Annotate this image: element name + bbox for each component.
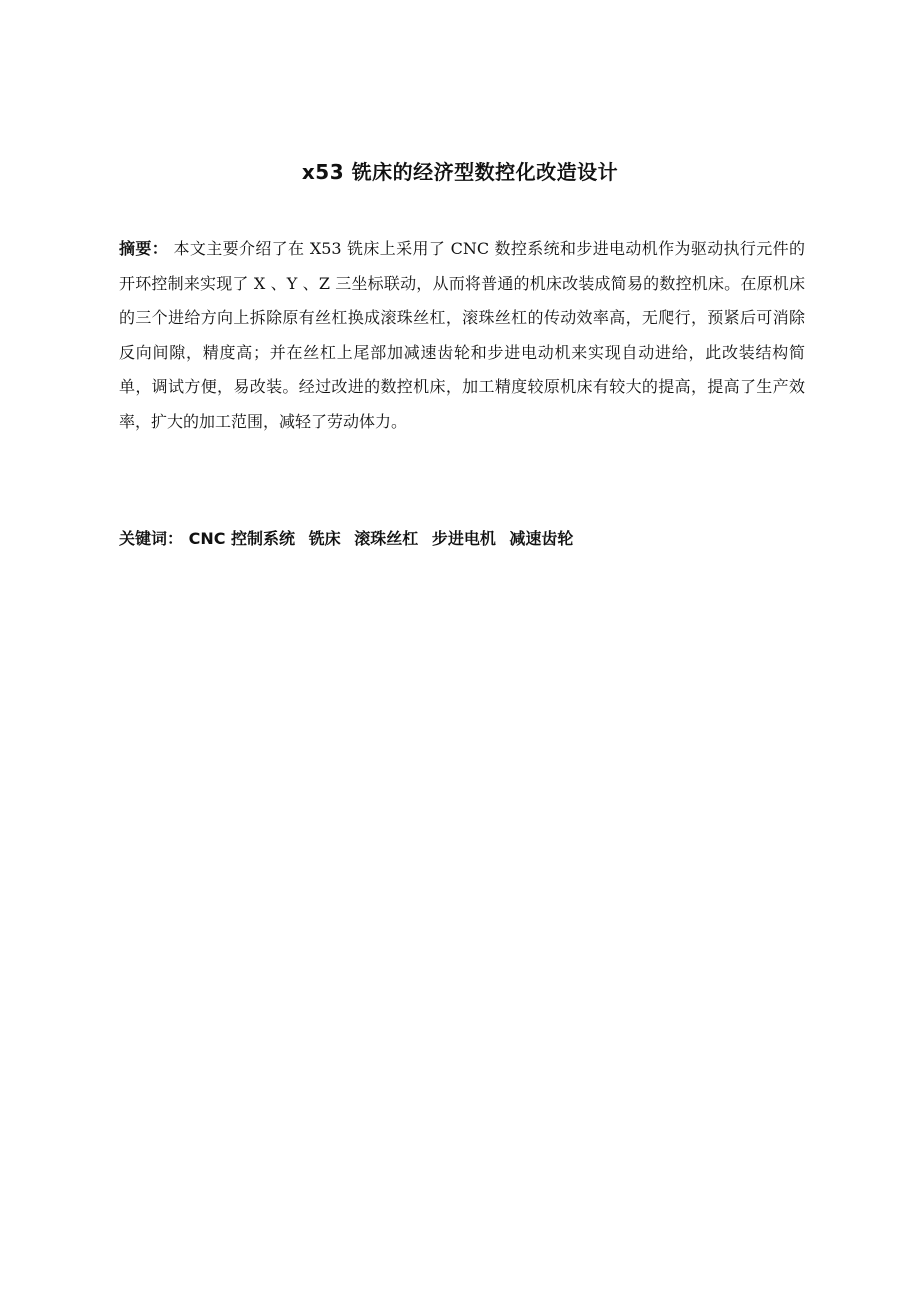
keyword-item: 步进电机 [431, 529, 496, 548]
document-title: x53 铣床的经济型数控化改造设计 [301, 160, 619, 184]
keywords-line [119, 522, 805, 556]
abstract-label: 摘要： [119, 239, 169, 258]
keyword-item: 滚珠丝杠 [354, 529, 419, 548]
abstract-text: 本文主要介绍了在 X53 铣床上采用了 CNC 数控系统和步进电动机作为驱动执行元件的开环控制来实现了 X 、Y 、Z 三坐标联动，从而将普通的机床改装成简易的数控机床。在原机床的三个进给方向上拆除原有丝杠换成滚珠丝杠，滚珠丝杠的传动效率高，无爬行，预紧后可消除反向间隙，精度高；并在丝杠上尾部加减速齿轮和步进电动机来实现自动进给，此改装结构简单，调试方便，易改装。经过改进的数控机床，加工精度较原机床有较大的提高，提高了生产效率，扩大的加工范围，减轻了劳动体力。 [119, 239, 805, 431]
abstract-paragraph [119, 232, 805, 439]
keyword-item: 减速齿轮 [509, 529, 574, 548]
keyword-item: CNC 控制系统 [188, 529, 296, 548]
keywords-label: 关键词： [119, 529, 184, 548]
keyword-item: 铣床 [308, 529, 341, 548]
